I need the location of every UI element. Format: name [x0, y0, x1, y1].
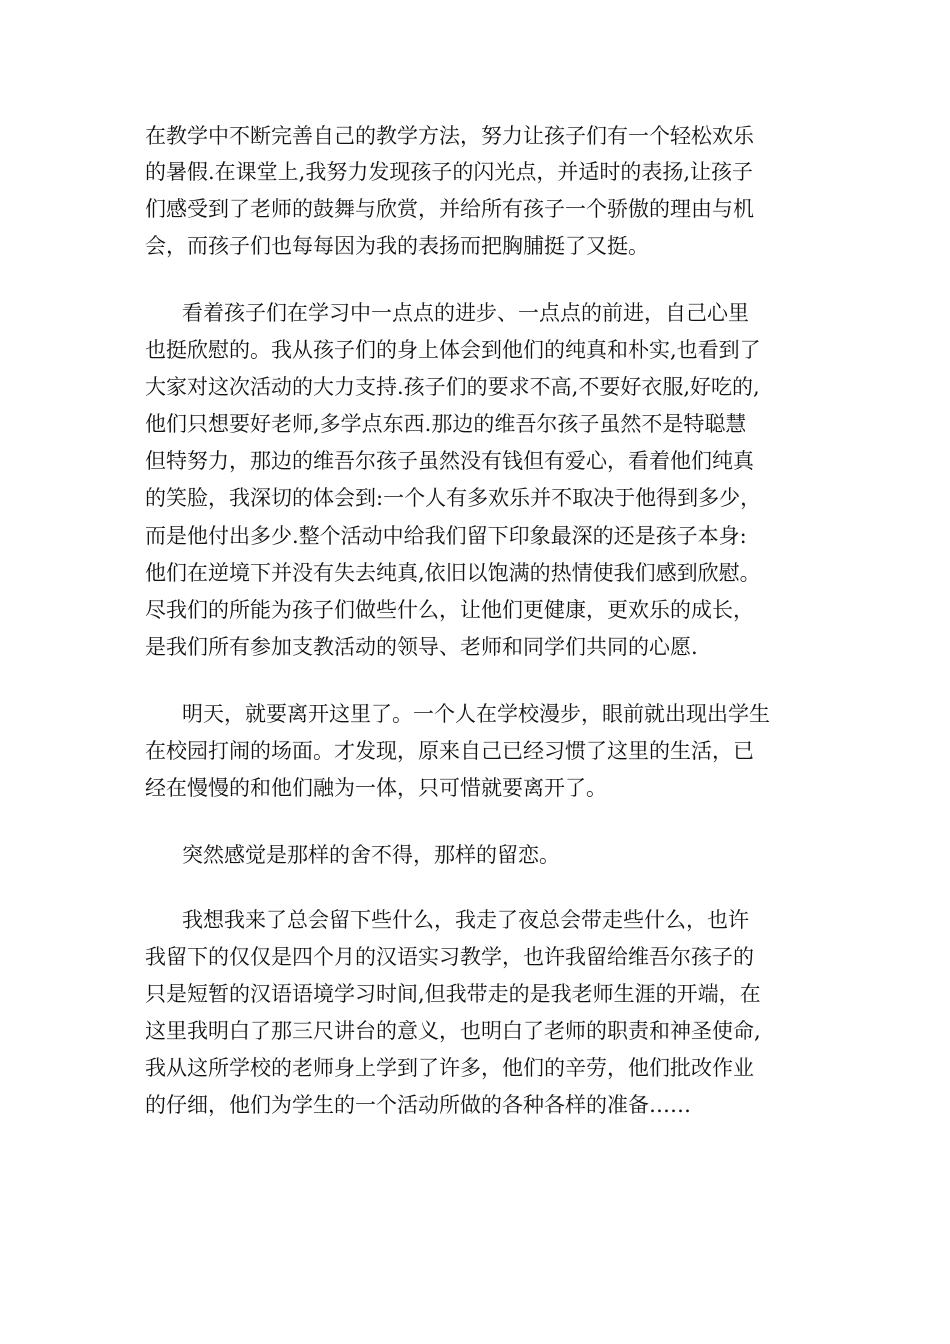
text-line: 们感受到了老师的鼓舞与欣赏，并给所有孩子一个骄傲的理由与机 — [145, 197, 754, 221]
text-line: 在校园打闹的场面。才发现，原来自己已经习惯了这里的生活，已 — [145, 739, 754, 763]
text-line: 尽我们的所能为孩子们做些什么，让他们更健康，更欢乐的成长， — [145, 598, 754, 622]
text-line: 他们只想要好老师,多学点东西.那边的维吾尔孩子虽然不是特聪慧 — [145, 412, 747, 436]
text-line: 我从这所学校的老师身上学到了许多，他们的辛劳，他们批改作业 — [145, 1056, 754, 1080]
text-line: 他们在逆境下并没有失去纯真,依旧以饱满的热情使我们感到欣慰。 — [145, 561, 761, 585]
text-line: 大家对这次活动的大力支持.孩子们的要求不高,不要好衣服,好吃的, — [145, 375, 760, 399]
text-line: 的笑脸，我深切的体会到:一个人有多欢乐并不取决于他得到多少， — [145, 486, 762, 510]
text-line: 也挺欣慰的。我从孩子们的身上体会到他们的纯真和朴实,也看到了 — [145, 338, 761, 362]
text-line: 这里我明白了那三尺讲台的意义，也明白了老师的职责和神圣使命, — [145, 1019, 761, 1043]
text-line: 我留下的仅仅是四个月的汉语实习教学，也许我留给维吾尔孩子的 — [145, 945, 754, 969]
text-line: 在教学中不断完善自己的教学方法，努力让孩子们有一个轻松欢乐 — [145, 124, 754, 148]
text-line: 但特努力，那边的维吾尔孩子虽然没有钱但有爱心，看着他们纯真 — [145, 449, 754, 473]
text-line: 看着孩子们在学习中一点点的进步、一点点的前进，自己心里 — [182, 301, 749, 325]
text-line: 只是短暂的汉语语境学习时间,但我带走的是我老师生涯的开端，在 — [145, 982, 761, 1006]
text-line: 明天，就要离开这里了。一个人在学校漫步，眼前就出现出学生 — [182, 702, 770, 726]
text-line: 经在慢慢的和他们融为一体，只可惜就要离开了。 — [145, 776, 607, 800]
text-line: 是我们所有参加支教活动的领导、老师和同学们共同的心愿. — [145, 635, 698, 659]
text-line: 的仔细，他们为学生的一个活动所做的各种各样的准备…… — [145, 1093, 691, 1117]
text-line: 的暑假.在课堂上,我努力发现孩子的闪光点，并适时的表扬,让孩子 — [145, 160, 754, 184]
text-line: 会，而孩子们也每每因为我的表扬而把胸脯挺了又挺。 — [145, 234, 649, 258]
text-line: 突然感觉是那样的舍不得，那样的留恋。 — [182, 843, 560, 867]
text-line: 而是他付出多少.整个活动中给我们留下印象最深的还是孩子本身: — [145, 524, 747, 548]
text-line: 我想我来了总会留下些什么，我走了夜总会带走些什么，也许 — [182, 908, 749, 932]
